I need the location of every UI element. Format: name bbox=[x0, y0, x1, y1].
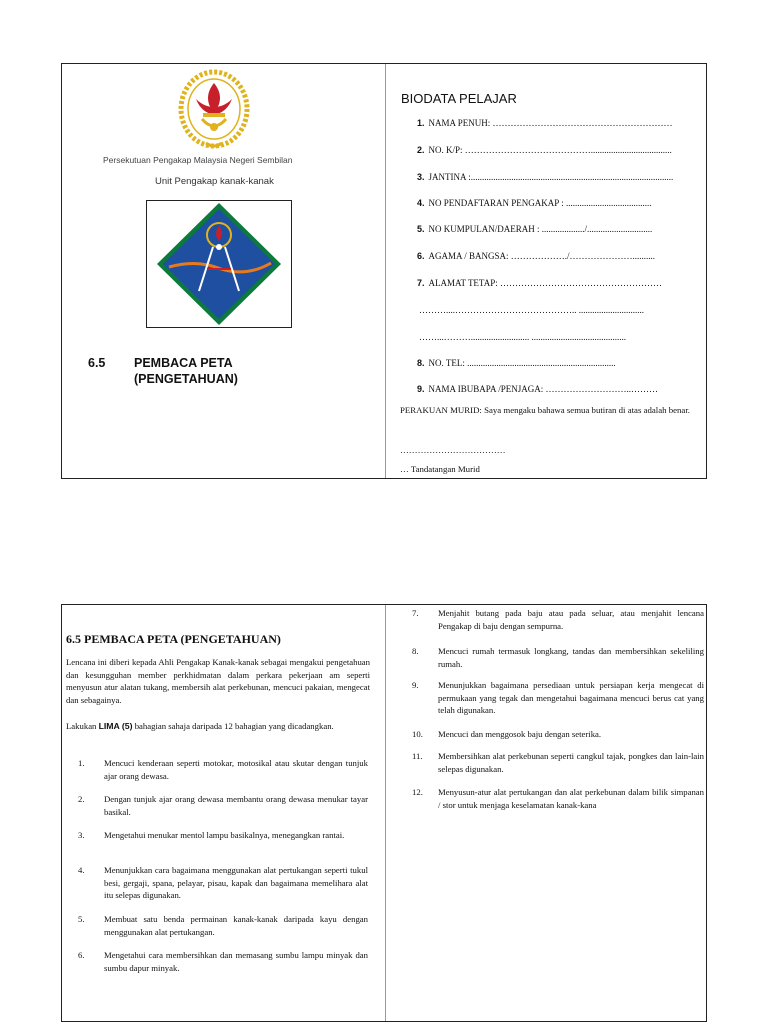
list-item: 5. Membuat satu benda permainan kanak-kanak daripada kayu dengan menggunakan alat pertukangan. bbox=[78, 914, 368, 937]
scout-emblem-icon bbox=[176, 69, 252, 151]
list-item: 2. Dengan tunjuk ajar orang dewasa membantu orang dewasa menukar tayar basikal. bbox=[78, 794, 368, 817]
requirements-panel bbox=[61, 604, 707, 1022]
intro-paragraph: Lencana ini diberi kepada Ahli Pengakap Kanak-kanak sebagai mengakui pengetahuan dan kesungguhan member perkhidmatan dalam perkara pekerjaan am seperti menyusun atur alatan tukang, membersih alat perkebunan, mencuci pakaian, mengecat dan sebagainya. bbox=[66, 657, 370, 705]
badge-title-line2: (PENGETAHUAN) bbox=[134, 372, 238, 386]
map-reader-badge-icon bbox=[147, 201, 291, 327]
field-gender: 3. JANTINA :.......................................................................................... bbox=[417, 172, 674, 182]
org-name: Persekutuan Pengakap Malaysia Negeri Sembilan bbox=[103, 155, 293, 165]
list-item: 12. Menyusun-atur alat pertukangan dan alat perkebunan dalam bilik simpanan / stor untuk menjaga keselamatan kanak-kana bbox=[412, 787, 704, 810]
field-address: 7. ALAMAT TETAP: ……………………………………………… bbox=[417, 278, 662, 288]
badge-image-frame bbox=[146, 200, 292, 328]
field-religion-race: 6. AGAMA / BANGSA: ………………./………………….......... bbox=[417, 251, 656, 261]
badge-title-line1: PEMBACA PETA bbox=[134, 356, 233, 370]
field-scout-registration: 4. NO PENDAFTARAN PENGAKAP : ...................................... bbox=[417, 198, 652, 208]
address-line-3: ……...……….......................... .......................................... bbox=[419, 332, 626, 342]
signature-label: … Tandatangan Murid bbox=[400, 464, 480, 474]
field-phone: 8. NO. TEL: .................................................................. bbox=[417, 358, 616, 368]
field-ic-number: 2. NO. K/P: …………………………………….................................... bbox=[417, 145, 672, 155]
panel-divider bbox=[385, 64, 386, 478]
signature-line: ……………………………… bbox=[400, 445, 506, 455]
list-item: 3. Mengetahui menukar mentol lampu basikalnya, menegangkan rantai. bbox=[78, 830, 345, 840]
list-item: 4. Menunjukkan cara bagaimana menggunakan alat pertukangan seperti tukul besi, gergaji, spana, pelayar, pisau, kapak dan bagaimana memelihara alat itu selepas digunakan. bbox=[78, 865, 368, 901]
field-name: 1. NAMA PENUH: …………………………………………………… bbox=[417, 118, 673, 128]
panel-divider bbox=[385, 605, 386, 1021]
list-item: 8. Mencuci rumah termasuk longkang, tandas dan membersihkan sekeliling rumah. bbox=[412, 646, 704, 669]
student-declaration: PERAKUAN MURID: Saya mengaku bahawa semua butiran di atas adalah benar. bbox=[400, 405, 690, 415]
field-parent-guardian: 9. NAMA IBUBAPA /PENJAGA: ………………………..……… bbox=[417, 384, 658, 394]
unit-name: Unit Pengakap kanak-kanak bbox=[155, 176, 274, 187]
list-item: 11. Membersihkan alat perkebunan seperti cangkul tajak, pongkes dan lain-lain selepas digunakan. bbox=[412, 751, 704, 774]
list-item: 10. Mencuci dan menggosok baju dengan seterika. bbox=[412, 729, 602, 739]
list-item: 9. Menunjukkan bagaimana persediaan untuk persiapan kerja mengecat di permukaan yang tegak dan mengetahui bagaimana mencuci berus cat yang telah digunakan. bbox=[412, 680, 704, 716]
list-item: 6. Mengetahui cara membersihkan dan memasang sumbu lampu minyak dan sumbu dapur minyak. bbox=[78, 950, 368, 973]
instruction-paragraph: Lakukan LIMA (5) bahagian sahaja daripada 12 bahagian yang dicadangkan. bbox=[66, 721, 334, 731]
badge-number: 6.5 bbox=[88, 356, 106, 370]
biodata-title: BIODATA PELAJAR bbox=[401, 91, 517, 106]
address-line-2: ………....………………………………….. ............................. bbox=[419, 305, 644, 315]
field-group-district: 5. NO KUMPULAN/DAERAH : .................../............................. bbox=[417, 224, 653, 234]
cover-biodata-panel bbox=[61, 63, 707, 479]
requirements-title: 6.5 PEMBACA PETA (PENGETAHUAN) bbox=[66, 632, 281, 646]
list-item: 7. Menjahit butang pada baju atau pada seluar, atau menjahit lencana Pengakap di baju dengan sempurna. bbox=[412, 608, 704, 631]
list-item: 1. Mencuci kenderaan seperti motokar, motosikal atau skutar dengan tunjuk ajar orang dewasa. bbox=[78, 758, 368, 781]
